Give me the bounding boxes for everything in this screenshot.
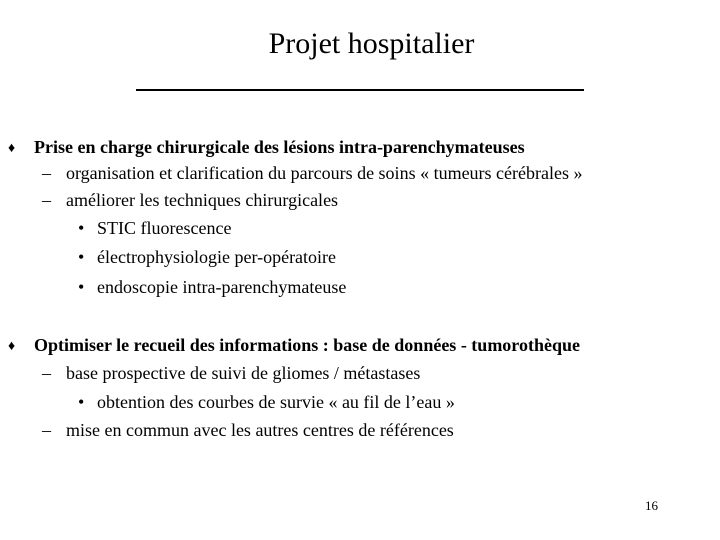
sub-list-item (78, 217, 231, 239)
slide-title: Projet hospitalier (268, 27, 475, 60)
list-item-text: mise en commun avec les autres centres de références (66, 420, 454, 440)
list-item (42, 162, 583, 184)
list-item-text: organisation et clarification du parcours de soins « tumeurs cérébrales » (66, 163, 583, 183)
list-item (42, 189, 338, 211)
sub-list-item (78, 391, 455, 413)
sub-list-item-text: STIC fluorescence (97, 218, 232, 238)
diamond-bullet-icon: ♦ (8, 141, 16, 156)
dot-bullet-icon: • (78, 247, 85, 267)
list-item (42, 419, 454, 441)
dash-bullet-icon: – (42, 420, 51, 440)
dash-bullet-icon: – (42, 163, 51, 183)
section-heading-text: Prise en charge chirurgicale des lésions intra-parenchymateuses (34, 137, 525, 157)
section-heading (8, 136, 525, 160)
sub-list-item-text: obtention des courbes de survie « au fil de l’eau » (97, 392, 455, 412)
dot-bullet-icon: • (78, 277, 85, 297)
dash-bullet-icon: – (42, 190, 51, 210)
diamond-bullet-icon: ♦ (8, 339, 16, 354)
section-heading (8, 334, 580, 358)
page-number: 16 (645, 498, 658, 513)
sub-list-item-text: électrophysiologie per-opératoire (97, 247, 337, 267)
sub-list-item (78, 246, 336, 268)
sub-list-item (78, 276, 346, 298)
title-underline (136, 89, 584, 91)
sub-list-item-text: endoscopie intra-parenchymateuse (97, 277, 347, 297)
dot-bullet-icon: • (78, 392, 85, 412)
dash-bullet-icon: – (42, 363, 51, 383)
list-item (42, 362, 420, 384)
section-heading-text: Optimiser le recueil des informations : base de données - tumorothèque (34, 335, 580, 355)
list-item-text: améliorer les techniques chirurgicales (66, 190, 339, 210)
dot-bullet-icon: • (78, 218, 85, 238)
list-item-text: base prospective de suivi de gliomes / métastases (66, 363, 421, 383)
